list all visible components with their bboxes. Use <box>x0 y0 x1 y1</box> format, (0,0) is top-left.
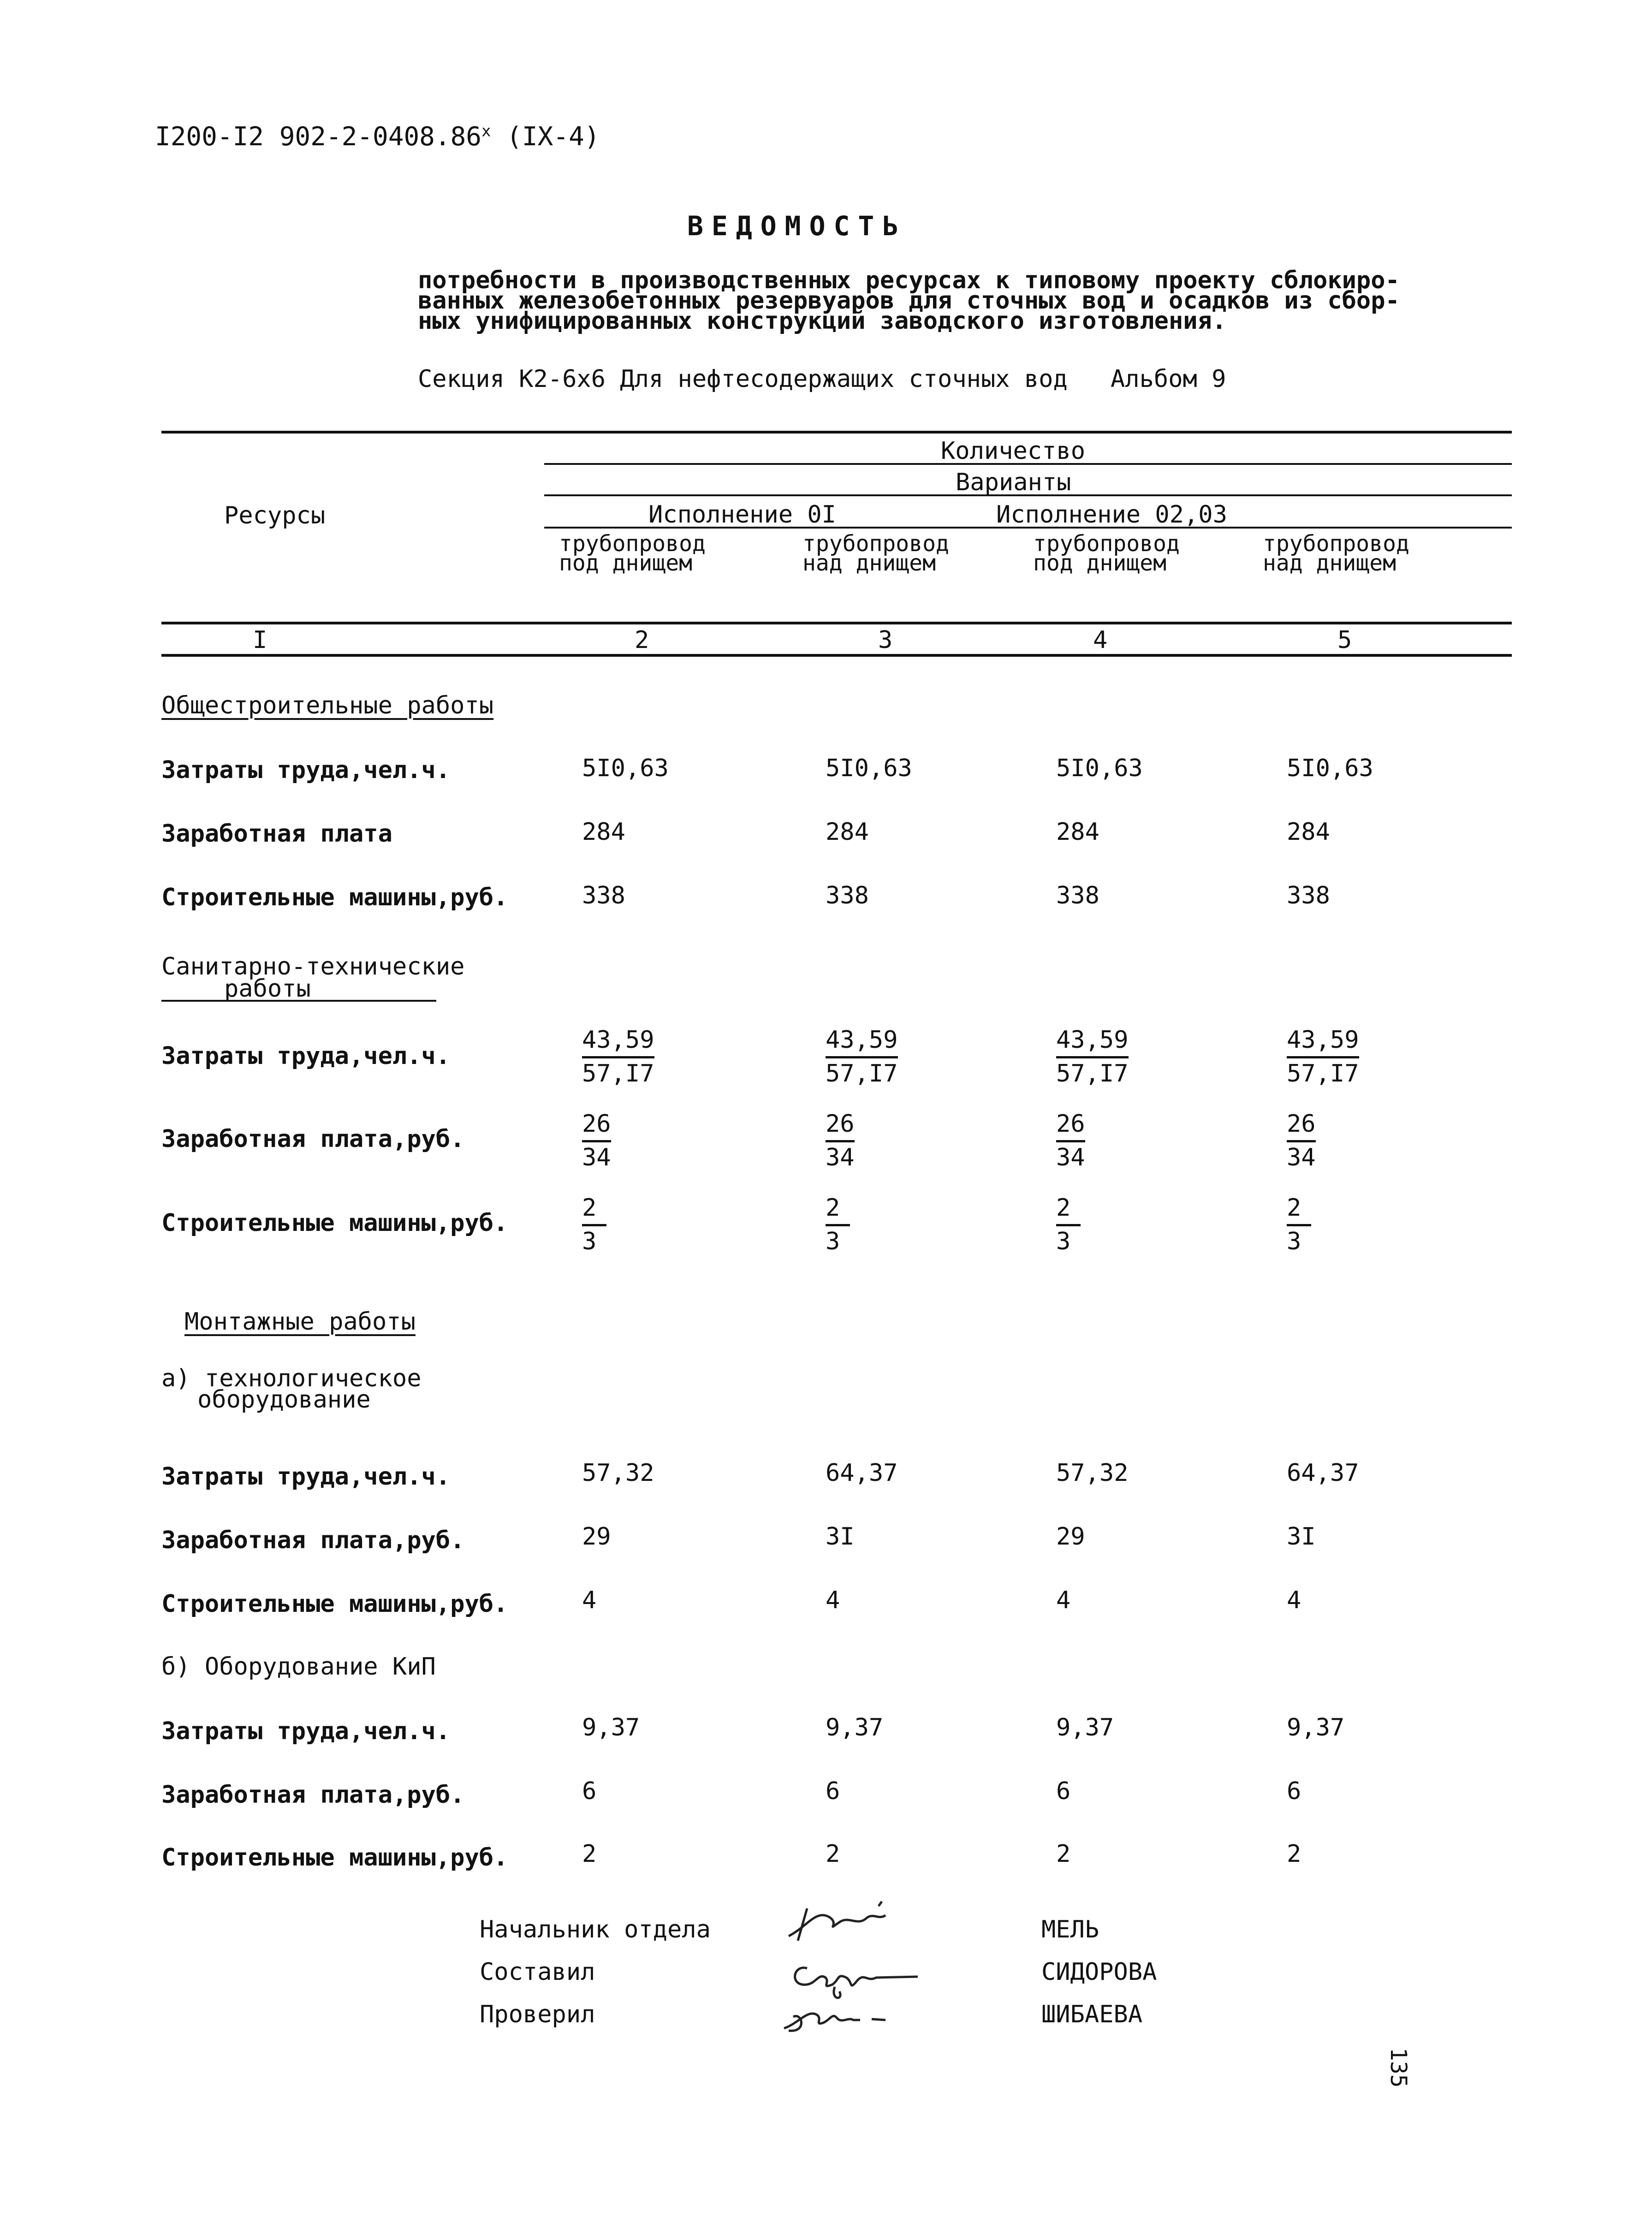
header-rule-variants <box>544 494 1512 496</box>
fraction-numerator: 26 <box>1287 1109 1316 1142</box>
section-title-line: Санитарно-технические <box>161 953 465 980</box>
fraction-cell <box>582 1193 606 1257</box>
header-col-3 <box>802 531 949 576</box>
cell: 4 <box>1287 1586 1301 1614</box>
fraction-numerator: 43,59 <box>826 1025 898 1058</box>
header-col-text: под днищем <box>559 550 692 576</box>
row-label: Строительные машины,руб. <box>161 1590 508 1618</box>
subtitle-line: ных унифицированных конструкций заводского изготовления. <box>418 307 1227 335</box>
cell: 5I0,63 <box>826 755 912 782</box>
fraction-numerator: 2 <box>1056 1193 1081 1226</box>
row-label: Затраты труда,чел.ч. <box>161 756 451 784</box>
subsection-title-line: а) технологическое <box>161 1365 422 1392</box>
cell: 9,37 <box>582 1714 640 1741</box>
cell: 4 <box>582 1586 597 1614</box>
header-col-text: над днищем <box>1263 550 1396 576</box>
fraction-numerator: 2 <box>582 1193 606 1226</box>
album-label: Альбом 9 <box>1111 365 1226 393</box>
cell: 64,37 <box>1287 1459 1359 1487</box>
section-title-sanitary <box>161 953 465 1003</box>
signature-name: ШИБАЕВА <box>1041 2001 1143 2028</box>
fraction-cell <box>1287 1025 1359 1089</box>
signature-role: Проверил <box>480 2001 595 2028</box>
header-quantity: Количество <box>941 437 1086 465</box>
subsection-a-title <box>161 1365 422 1414</box>
col-number: 3 <box>878 626 893 654</box>
row-label: Заработная плата,руб. <box>161 1781 465 1809</box>
col-number-rule <box>161 654 1512 657</box>
row-label: Строительные машины,руб. <box>161 884 508 911</box>
cell: 338 <box>1056 882 1099 909</box>
row-label: Заработная плата,руб. <box>161 1527 465 1554</box>
fraction-denominator: 3 <box>826 1228 840 1255</box>
subtitle-line: ванных железобетонных резервуаров для сточных вод и осадков из сбор- <box>418 287 1400 315</box>
section-title-mounting: Монтажные работы <box>184 1308 416 1336</box>
header-col-text: под днищем <box>1033 550 1166 576</box>
col-number: I <box>253 626 267 654</box>
row-label: Строительные машины,руб. <box>161 1209 508 1237</box>
section-title-line: работы <box>161 978 436 1002</box>
signature-2 <box>795 1968 918 1998</box>
header-exec-2: Исполнение 02,03 <box>996 501 1227 529</box>
header-col-4 <box>1033 531 1180 576</box>
col-number: 5 <box>1337 626 1352 654</box>
cell: 3I <box>1287 1523 1316 1551</box>
fraction-cell <box>826 1193 850 1257</box>
fraction-cell <box>1056 1193 1081 1257</box>
header-col-text: трубопровод <box>1033 531 1180 557</box>
row-label: Затраты труда,чел.ч. <box>161 1717 451 1745</box>
header-col-text: трубопровод <box>802 531 949 557</box>
document-code <box>155 122 600 152</box>
cell: 284 <box>582 818 625 846</box>
header-col-5 <box>1263 531 1409 576</box>
fraction-denominator: 3 <box>1056 1228 1071 1255</box>
page-title: ВЕДОМОСТЬ <box>687 210 907 242</box>
cell: 6 <box>826 1777 840 1805</box>
cell: 284 <box>826 818 869 846</box>
fraction-denominator: 34 <box>826 1144 855 1171</box>
subtitle <box>418 267 1400 335</box>
cell: 6 <box>1056 1777 1071 1805</box>
cell: 6 <box>582 1777 597 1805</box>
fraction-numerator: 2 <box>826 1193 850 1226</box>
signature-role: Начальник отдела <box>480 1916 711 1943</box>
cell: 338 <box>826 882 869 909</box>
cell: 2 <box>1056 1840 1071 1868</box>
subsection-title-line: оборудование <box>197 1386 371 1414</box>
fraction-denominator: 57,I7 <box>1056 1060 1129 1087</box>
document-code-tail: (IX-4) <box>491 122 600 152</box>
cell: 9,37 <box>1056 1714 1114 1741</box>
col-number: 2 <box>635 626 649 654</box>
fraction-denominator: 57,I7 <box>826 1060 898 1087</box>
col-number: 4 <box>1093 626 1108 654</box>
page-number: 135 <box>1385 2048 1411 2088</box>
table-top-rule <box>161 431 1512 434</box>
row-label: Затраты труда,чел.ч. <box>161 1042 451 1070</box>
fraction-numerator: 26 <box>1056 1109 1085 1142</box>
cell: 4 <box>1056 1586 1071 1614</box>
header-col-text: трубопровод <box>559 531 706 557</box>
row-label: Заработная плата,руб. <box>161 1125 465 1153</box>
fraction-cell <box>582 1109 611 1173</box>
header-rule-exec <box>544 527 1512 529</box>
header-bottom-rule <box>161 622 1512 624</box>
cell: 2 <box>826 1840 840 1868</box>
fraction-cell <box>1287 1109 1316 1173</box>
header-col-text: трубопровод <box>1263 531 1409 557</box>
header-exec-1: Исполнение 0I <box>648 501 836 529</box>
header-rule-quantity <box>544 463 1512 465</box>
fraction-cell <box>582 1025 654 1089</box>
cell: 338 <box>582 882 625 909</box>
fraction-denominator: 34 <box>1287 1144 1316 1171</box>
fraction-numerator: 43,59 <box>1056 1025 1129 1058</box>
header-col-2 <box>559 531 706 576</box>
cell: 2 <box>1287 1840 1301 1868</box>
header-variants: Варианты <box>956 469 1071 496</box>
cell: 284 <box>1287 818 1330 846</box>
row-label: Затраты труда,чел.ч. <box>161 1463 451 1491</box>
cell: 9,37 <box>1287 1714 1345 1741</box>
signature-name: СИДОРОВА <box>1041 1958 1157 1986</box>
fraction-denominator: 57,I7 <box>1287 1060 1359 1087</box>
section-line: Секция К2-6х6 Для нефтесодержащих сточных вод <box>418 365 1068 393</box>
fraction-cell <box>1287 1193 1311 1257</box>
signature-3 <box>784 2014 885 2031</box>
cell: 9,37 <box>826 1714 884 1741</box>
signature-1 <box>789 1901 885 1941</box>
signature-role: Составил <box>480 1958 595 1986</box>
subsection-b-title: б) Оборудование КиП <box>161 1653 436 1681</box>
subtitle-line: потребности в производственных ресурсах к типовому проекту сблокиро- <box>418 267 1400 294</box>
cell: 64,37 <box>826 1459 898 1487</box>
fraction-cell <box>1056 1025 1129 1089</box>
cell: 3I <box>826 1523 855 1551</box>
fraction-denominator: 57,I7 <box>582 1060 654 1087</box>
fraction-denominator: 34 <box>1056 1144 1085 1171</box>
fraction-cell <box>826 1109 855 1173</box>
header-resources: Ресурсы <box>224 502 326 529</box>
fraction-numerator: 2 <box>1287 1193 1311 1226</box>
cell: 57,32 <box>1056 1459 1129 1487</box>
fraction-numerator: 43,59 <box>582 1025 654 1058</box>
row-label: Строительные машины,руб. <box>161 1844 508 1872</box>
document-code-superscript: x <box>481 122 491 141</box>
section-title-general: Общестроительные работы <box>161 692 494 719</box>
signature-name: МЕЛЬ <box>1041 1916 1099 1943</box>
fraction-denominator: 3 <box>1287 1228 1301 1255</box>
fraction-cell <box>826 1025 898 1089</box>
cell: 5I0,63 <box>1056 755 1143 782</box>
row-label: Заработная плата <box>161 820 392 848</box>
fraction-numerator: 26 <box>826 1109 855 1142</box>
cell: 284 <box>1056 818 1099 846</box>
fraction-denominator: 34 <box>582 1144 611 1171</box>
fraction-cell <box>1056 1109 1085 1173</box>
document-code-main: I200-I2 902-2-0408.86 <box>155 122 482 152</box>
cell: 5I0,63 <box>582 755 669 782</box>
cell: 57,32 <box>582 1459 654 1487</box>
fraction-denominator: 3 <box>582 1228 597 1255</box>
cell: 4 <box>826 1586 840 1614</box>
fraction-numerator: 43,59 <box>1287 1025 1359 1058</box>
cell: 5I0,63 <box>1287 755 1373 782</box>
cell: 29 <box>1056 1523 1085 1551</box>
cell: 338 <box>1287 882 1330 909</box>
handwritten-signatures <box>779 1899 936 2038</box>
cell: 29 <box>582 1523 611 1551</box>
fraction-numerator: 26 <box>582 1109 611 1142</box>
cell: 6 <box>1287 1777 1301 1805</box>
header-col-text: над днищем <box>802 550 936 576</box>
cell: 2 <box>582 1840 597 1868</box>
